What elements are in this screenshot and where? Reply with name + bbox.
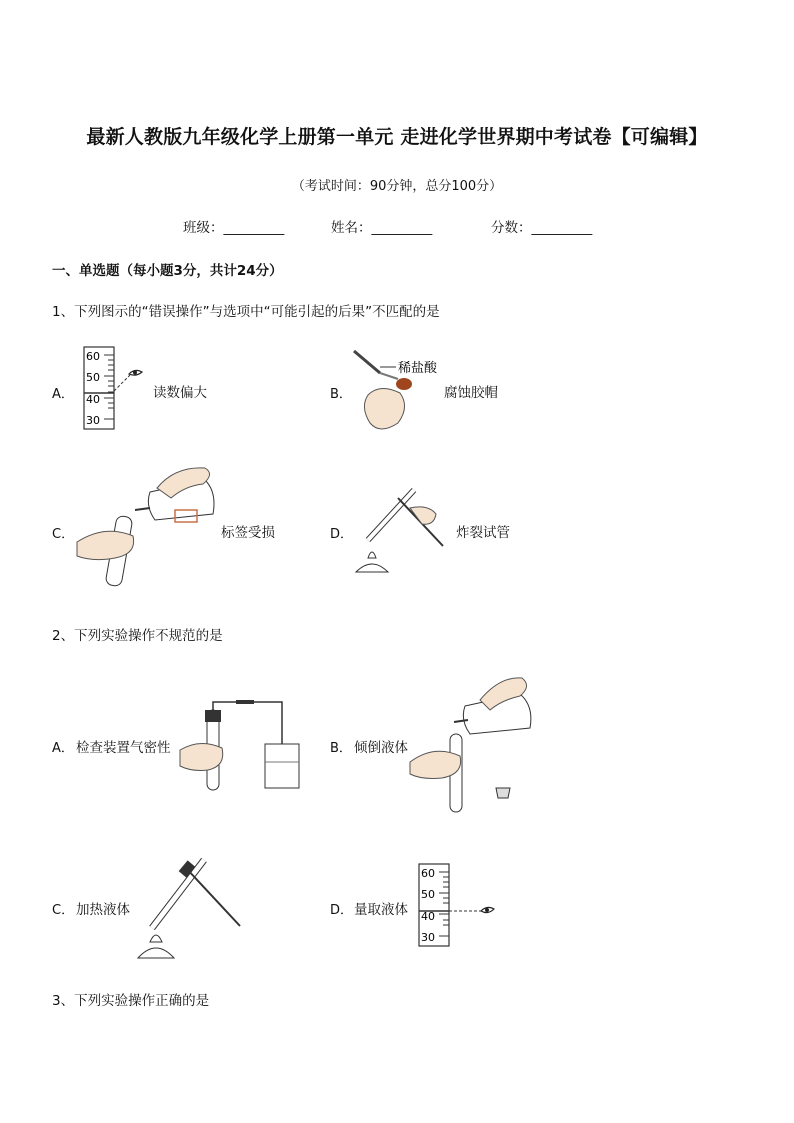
q1-option-d-caption: 炸裂试管	[456, 525, 510, 541]
airtightness-check-figure	[180, 700, 305, 795]
scale-tick-40: 40	[421, 910, 435, 923]
lower-hand	[410, 751, 461, 778]
flame	[368, 552, 376, 558]
heating-tube-figure	[348, 480, 453, 585]
q1-option-c-label[interactable]: C．	[52, 527, 75, 542]
question-3-stem: 3、下列实验操作正确的是	[52, 993, 210, 1009]
rubber-bulb	[396, 378, 412, 390]
q2-option-c-label[interactable]: C．	[52, 903, 75, 918]
scale-tick-30: 30	[86, 414, 100, 427]
class-field[interactable]: 班级：_________	[183, 220, 285, 236]
q2-option-c-caption: 加热液体	[76, 902, 130, 918]
graduated-cylinder-reading-figure	[415, 862, 500, 952]
q1-option-b-label[interactable]: B．	[330, 387, 352, 402]
pouring-liquid-figure	[410, 670, 535, 815]
pouring-liquid-label-damage-figure	[75, 462, 220, 587]
scale-tick-50: 50	[86, 371, 100, 384]
eye-icon	[129, 370, 142, 375]
q2-option-b-label[interactable]: B．	[330, 741, 352, 756]
q2-option-a-label[interactable]: A．	[52, 741, 74, 756]
exam-duration-note: （考试时间：90分钟，总分100分）	[291, 179, 503, 194]
q2-option-a-caption: 检查装置气密性	[76, 740, 171, 756]
scale-tick-60: 60	[421, 867, 435, 880]
section-heading: 一、单选题（每小题3分，共计24分）	[52, 263, 283, 279]
hand-warming-tube	[180, 743, 223, 770]
eye-icon	[481, 907, 494, 912]
flame	[150, 935, 162, 942]
q2-option-b-caption: 倾倒液体	[354, 740, 408, 756]
alcohol-lamp	[356, 564, 388, 572]
q2-option-d-caption: 量取液体	[354, 902, 408, 918]
q1-option-d-label[interactable]: D．	[330, 527, 354, 542]
q2-option-d-label[interactable]: D．	[330, 903, 354, 918]
beaker	[265, 744, 299, 788]
score-field[interactable]: 分数：_________	[491, 220, 593, 236]
stopper	[205, 710, 221, 722]
dropper-tilted-figure	[350, 345, 440, 440]
scale-tick-40: 40	[86, 393, 100, 406]
q1-option-b-caption: 腐蚀胶帽	[444, 385, 498, 401]
q1-option-a-label[interactable]: A．	[52, 387, 74, 402]
dropper-label: 稀盐酸	[398, 361, 438, 376]
graduated-cylinder-reading-figure	[80, 345, 150, 435]
q1-option-c-caption: 标签受损	[221, 525, 275, 541]
question-2-stem: 2、下列实验操作不规范的是	[52, 628, 223, 644]
hand-shape	[364, 388, 404, 429]
heating-liquid-figure	[130, 850, 245, 965]
question-1-stem: 1、下列图示的“错误操作”与选项中“可能引起的后果”不匹配的是	[52, 304, 440, 320]
alcohol-lamp	[138, 948, 174, 958]
name-field[interactable]: 姓名：_________	[331, 220, 433, 236]
scale-tick-50: 50	[421, 888, 435, 901]
page-title: 最新人教版九年级化学上册第一单元 走进化学世界期中考试卷【可编辑】	[86, 126, 708, 148]
q1-option-a-caption: 读数偏大	[153, 385, 207, 401]
scale-tick-30: 30	[421, 931, 435, 944]
bottle-cap	[496, 788, 510, 798]
scale-tick-60: 60	[86, 350, 100, 363]
